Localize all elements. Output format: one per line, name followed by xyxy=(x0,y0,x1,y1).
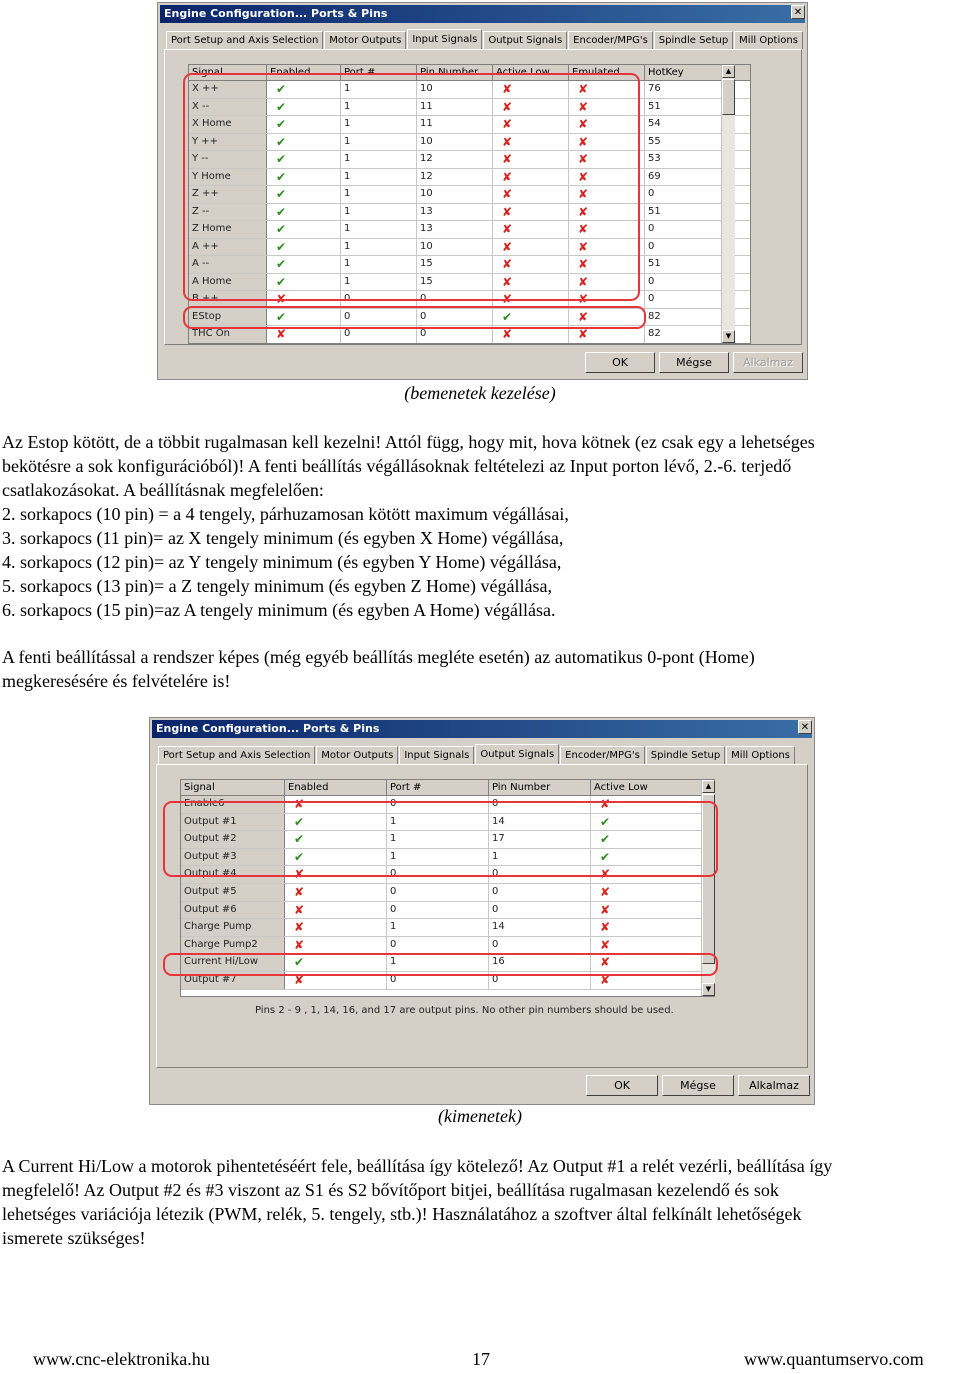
signal-name: X -- xyxy=(189,99,267,116)
table-cell[interactable]: 0 xyxy=(489,972,591,989)
table-cell[interactable]: 13 xyxy=(417,204,493,221)
signal-name: Output #6 xyxy=(181,902,285,919)
table-cell[interactable]: 15 xyxy=(417,274,493,291)
column-header[interactable]: Port # xyxy=(341,65,417,80)
table-cell-toggle[interactable] xyxy=(285,884,387,901)
table-cell[interactable]: 10 xyxy=(417,134,493,151)
tab-motor-outputs[interactable]: Motor Outputs xyxy=(316,746,398,764)
table-cell[interactable]: 1 xyxy=(341,186,417,203)
column-header[interactable]: Signal xyxy=(181,780,285,795)
tab-strip xyxy=(166,27,804,49)
signal-name: Charge Pump2 xyxy=(181,937,285,954)
table-cell[interactable]: 12 xyxy=(417,169,493,186)
cross-icon[interactable]: ✘ xyxy=(600,973,611,987)
table-cell[interactable]: 1 xyxy=(387,814,489,831)
cross-icon[interactable]: ✘ xyxy=(600,885,611,899)
cross-icon[interactable]: ✘ xyxy=(502,134,513,149)
table-cell[interactable]: 16 xyxy=(489,954,591,971)
table-cell[interactable]: 1 xyxy=(341,81,417,98)
table-cell[interactable]: 0 xyxy=(387,972,489,989)
table-cell[interactable]: 69 xyxy=(645,169,722,186)
signal-name: Y ++ xyxy=(189,134,267,151)
table-cell[interactable]: 82 xyxy=(645,326,722,343)
table-cell[interactable]: 51 xyxy=(645,204,722,221)
table-cell-toggle[interactable] xyxy=(591,902,702,919)
estop-paragraph-line: 3. sorkapocs (11 pin)= az X tengely minimum (és egyben X Home) végállása, xyxy=(2,528,564,548)
table-cell[interactable]: 1 xyxy=(489,849,591,866)
table-cell[interactable]: 0 xyxy=(489,866,591,883)
estop-paragraph-line: bekötésre a sok konfigurációból)! A fenti beállítás végállásoknak feltételezi az Input porton lévő, 2.-6. terjedő xyxy=(2,456,792,476)
table-row[interactable] xyxy=(181,884,714,902)
table-cell[interactable]: 11 xyxy=(417,116,493,133)
table-cell[interactable]: 1 xyxy=(341,151,417,168)
table-cell[interactable]: 0 xyxy=(387,884,489,901)
tab-strip xyxy=(158,742,796,764)
check-icon[interactable]: ✔ xyxy=(276,117,287,131)
check-icon[interactable]: ✔ xyxy=(276,169,287,184)
tab-encoder-mpg[interactable]: Encoder/MPG's xyxy=(560,746,645,764)
table-cell[interactable]: 0 xyxy=(417,291,493,308)
table-cell[interactable]: 1 xyxy=(341,256,417,273)
table-cell[interactable]: 0 xyxy=(387,937,489,954)
cross-icon[interactable]: ✘ xyxy=(294,973,305,987)
check-icon[interactable]: ✔ xyxy=(276,274,287,289)
dialog-title: Engine Configuration... Ports & Pins xyxy=(160,5,805,23)
cross-icon[interactable]: ✘ xyxy=(578,187,589,201)
check-icon[interactable]: ✔ xyxy=(276,257,287,271)
tab-output-signals[interactable]: Output Signals xyxy=(483,31,567,49)
cross-icon[interactable]: ✘ xyxy=(578,152,589,166)
table-cell[interactable]: 10 xyxy=(417,239,493,256)
signal-name: Z Home xyxy=(189,221,267,238)
dialog-title: Engine Configuration... Ports & Pins xyxy=(152,720,812,738)
check-icon[interactable]: ✔ xyxy=(276,134,287,149)
table-cell[interactable]: 0 xyxy=(387,796,489,813)
paragraph-current xyxy=(2,1154,958,1250)
cross-icon[interactable]: ✘ xyxy=(578,309,589,324)
scroll-down-icon[interactable]: ▼ xyxy=(702,983,715,996)
table-cell[interactable]: 0 xyxy=(645,239,722,256)
check-icon[interactable]: ✔ xyxy=(276,309,287,324)
current-paragraph-line: megfelelő! Az Output #2 és #3 viszont az S1 és S2 bővítőport bitjei, beállítása rugalmasan kezelendő és sok xyxy=(2,1180,779,1200)
cross-icon[interactable]: ✘ xyxy=(294,902,305,917)
table-cell[interactable]: 17 xyxy=(489,831,591,848)
signal-name: Output #5 xyxy=(181,884,285,901)
cross-icon[interactable]: ✘ xyxy=(600,867,611,882)
tab-encoder-mpg[interactable]: Encoder/MPG's xyxy=(568,31,653,49)
table-cell[interactable]: 54 xyxy=(645,116,722,133)
table-cell[interactable]: 0 xyxy=(489,884,591,901)
signal-name: THC On xyxy=(189,326,267,343)
check-icon[interactable]: ✔ xyxy=(294,832,305,847)
table-cell[interactable]: 1 xyxy=(341,169,417,186)
highlight-outputs xyxy=(163,801,718,877)
ok-button[interactable]: OK xyxy=(586,1075,658,1096)
tab-input-signals[interactable]: Input Signals xyxy=(407,29,482,50)
highlight-estop xyxy=(183,306,646,329)
cross-icon[interactable]: ✘ xyxy=(502,169,513,184)
signal-name: B ++ xyxy=(189,291,267,308)
signal-name: Z -- xyxy=(189,204,267,221)
cross-icon[interactable]: ✘ xyxy=(502,274,513,289)
column-header[interactable]: Pin Number xyxy=(417,65,493,80)
cross-icon[interactable]: ✘ xyxy=(502,222,513,236)
cross-icon[interactable]: ✘ xyxy=(502,292,513,306)
table-cell[interactable]: 0 xyxy=(341,309,417,326)
column-header[interactable]: HotKey xyxy=(645,65,722,80)
footer-right-url: www.quantumservo.com xyxy=(744,1349,924,1369)
close-icon[interactable]: ✕ xyxy=(791,5,805,19)
cross-icon[interactable]: ✘ xyxy=(502,257,513,271)
table-cell-toggle[interactable] xyxy=(285,919,387,936)
cross-icon[interactable]: ✘ xyxy=(578,117,589,131)
table-cell[interactable]: 1 xyxy=(341,134,417,151)
signal-name: Charge Pump xyxy=(181,919,285,936)
highlight-axis-signals xyxy=(183,73,640,301)
cross-icon[interactable]: ✘ xyxy=(600,937,611,952)
apply-button[interactable]: Alkalmaz xyxy=(733,352,803,373)
table-cell[interactable]: 15 xyxy=(417,256,493,273)
column-header[interactable]: Port # xyxy=(387,780,489,795)
signal-name: Output #7 xyxy=(181,972,285,989)
cross-icon[interactable]: ✘ xyxy=(502,99,513,114)
cross-icon[interactable]: ✘ xyxy=(578,257,589,271)
cross-icon[interactable]: ✘ xyxy=(578,239,589,254)
table-cell[interactable]: 1 xyxy=(341,221,417,238)
scroll-thumb[interactable] xyxy=(722,79,735,115)
tab-output-signals[interactable]: Output Signals xyxy=(475,744,559,765)
table-cell[interactable]: 1 xyxy=(341,99,417,116)
current-paragraph-line: A Current Hi/Low a motorok pihentetéséért fele, beállítása így kötelező! Az Output #1 a relét vezérli, beállítása így xyxy=(2,1156,833,1176)
caption-outputs: (kimenetek) xyxy=(438,1106,522,1126)
cross-icon[interactable]: ✘ xyxy=(600,797,611,811)
table-cell[interactable]: 1 xyxy=(341,239,417,256)
cross-icon[interactable]: ✘ xyxy=(600,955,611,970)
table-cell[interactable]: 0 xyxy=(417,309,493,326)
cross-icon[interactable]: ✘ xyxy=(578,327,589,341)
table-cell-toggle[interactable] xyxy=(591,937,702,954)
signal-name: Output #4 xyxy=(181,866,285,883)
signal-name: X Home xyxy=(189,116,267,133)
table-cell[interactable]: 0 xyxy=(645,291,722,308)
scroll-up-icon[interactable]: ▲ xyxy=(702,780,715,793)
output-pins-note: Pins 2 - 9 , 1, 14, 16, and 17 are output pins. No other pin numbers should be used. xyxy=(255,1005,674,1016)
table-cell[interactable]: 0 xyxy=(341,326,417,343)
table-cell[interactable]: 82 xyxy=(645,309,722,326)
table-cell[interactable]: 1 xyxy=(387,849,489,866)
table-cell[interactable]: 0 xyxy=(489,902,591,919)
check-icon[interactable]: ✔ xyxy=(276,152,287,166)
table-cell[interactable]: 0 xyxy=(645,221,722,238)
cross-icon[interactable]: ✘ xyxy=(294,885,305,899)
table-cell[interactable]: 0 xyxy=(387,902,489,919)
check-icon[interactable]: ✔ xyxy=(600,832,611,847)
signal-name: EStop xyxy=(189,309,267,326)
check-icon[interactable]: ✔ xyxy=(600,849,611,864)
table-row[interactable] xyxy=(181,902,714,920)
close-icon[interactable]: ✕ xyxy=(798,720,812,734)
cross-icon[interactable]: ✘ xyxy=(276,292,287,306)
estop-paragraph-line: 4. sorkapocs (12 pin)= az Y tengely minimum (és egyben Y Home) végállása, xyxy=(2,552,562,572)
cross-icon[interactable]: ✘ xyxy=(502,117,513,131)
table-cell[interactable]: 1 xyxy=(341,274,417,291)
table-cell[interactable]: 76 xyxy=(645,81,722,98)
table-cell[interactable]: 1 xyxy=(387,919,489,936)
cross-icon[interactable]: ✘ xyxy=(502,239,513,254)
table-cell[interactable]: 0 xyxy=(387,866,489,883)
signal-name: Enable6 xyxy=(181,796,285,813)
cross-icon[interactable]: ✘ xyxy=(578,204,589,219)
tab-input-signals[interactable]: Input Signals xyxy=(399,746,474,764)
check-icon[interactable]: ✔ xyxy=(276,82,287,96)
caption-inputs: (bemenetek kezelése) xyxy=(404,383,556,403)
table-cell[interactable]: 12 xyxy=(417,151,493,168)
cross-icon[interactable]: ✘ xyxy=(578,134,589,149)
table-cell[interactable]: 11 xyxy=(417,99,493,116)
apply-button[interactable]: Alkalmaz xyxy=(738,1075,810,1096)
check-icon[interactable]: ✔ xyxy=(294,849,305,864)
table-cell[interactable]: 13 xyxy=(417,221,493,238)
cross-icon[interactable]: ✘ xyxy=(294,937,305,952)
cross-icon[interactable]: ✘ xyxy=(578,169,589,184)
signal-name: X ++ xyxy=(189,81,267,98)
cross-icon[interactable]: ✘ xyxy=(294,797,305,811)
table-cell[interactable]: 0 xyxy=(341,291,417,308)
estop-paragraph-line: 5. sorkapocs (13 pin)= a Z tengely minimum (és egyben Z Home) végállása, xyxy=(2,576,553,596)
highlight-current-hi-low xyxy=(163,953,718,976)
estop-paragraph-line: Az Estop kötött, de a többit rugalmasan kell kezelni! Attól függ, hogy mit, hova kötnek (ez csak egy a lehetséges xyxy=(2,432,815,452)
cross-icon[interactable]: ✘ xyxy=(578,99,589,114)
signal-name: A -- xyxy=(189,256,267,273)
paragraph-estop xyxy=(2,430,958,622)
table-cell-toggle[interactable] xyxy=(591,884,702,901)
cross-icon[interactable]: ✘ xyxy=(502,204,513,219)
table-cell[interactable]: 1 xyxy=(387,954,489,971)
table-scrollbar[interactable] xyxy=(721,65,735,343)
cancel-button[interactable]: Mégse xyxy=(659,352,729,373)
table-row[interactable] xyxy=(181,937,714,955)
table-cell[interactable]: 51 xyxy=(645,99,722,116)
output-signals-dialog xyxy=(149,717,815,1105)
cancel-button[interactable]: Mégse xyxy=(662,1075,734,1096)
check-icon[interactable]: ✔ xyxy=(276,187,287,201)
scroll-up-icon[interactable]: ▲ xyxy=(722,65,735,78)
column-header[interactable]: Pin Number xyxy=(489,780,591,795)
tab-motor-outputs[interactable]: Motor Outputs xyxy=(324,31,406,49)
cross-icon[interactable]: ✘ xyxy=(502,327,513,341)
column-header[interactable]: Signal xyxy=(189,65,267,80)
table-row[interactable] xyxy=(181,919,714,937)
table-cell[interactable]: 1 xyxy=(387,831,489,848)
input-signals-dialog xyxy=(157,2,808,380)
tab-port-setup[interactable]: Port Setup and Axis Selection xyxy=(166,31,323,49)
column-header[interactable]: Enabled xyxy=(285,780,387,795)
scroll-down-icon[interactable]: ▼ xyxy=(722,330,735,343)
table-cell[interactable]: 0 xyxy=(417,326,493,343)
cross-icon[interactable]: ✘ xyxy=(294,920,305,935)
estop-paragraph-line: 6. sorkapocs (15 pin)=az A tengely minimum (és egyben A Home) végállása. xyxy=(2,600,556,620)
home-paragraph-line: A fenti beállítással a rendszer képes (még egyéb beállítás megléte esetén) az automatikus 0-pont (Home) xyxy=(2,647,755,667)
table-cell[interactable]: 0 xyxy=(645,186,722,203)
signal-name: A ++ xyxy=(189,239,267,256)
cross-icon[interactable]: ✘ xyxy=(600,920,611,935)
table-cell[interactable]: 1 xyxy=(341,204,417,221)
table-cell[interactable]: 0 xyxy=(489,937,591,954)
signal-name: Output #2 xyxy=(181,831,285,848)
column-header[interactable]: Active Low xyxy=(591,780,702,795)
table-cell[interactable]: 14 xyxy=(489,919,591,936)
table-cell[interactable]: 14 xyxy=(489,814,591,831)
cross-icon[interactable]: ✘ xyxy=(578,274,589,289)
paragraph-home xyxy=(2,645,958,693)
signal-name: Z ++ xyxy=(189,186,267,203)
table-cell-toggle[interactable] xyxy=(591,919,702,936)
cross-icon[interactable]: ✘ xyxy=(276,327,287,341)
estop-paragraph-line: 2. sorkapocs (10 pin) = a 4 tengely, párhuzamosan kötött maximum végállásai, xyxy=(2,504,569,524)
signal-name: Current Hi/Low xyxy=(181,954,285,971)
cross-icon[interactable]: ✘ xyxy=(578,292,589,306)
table-cell[interactable]: 51 xyxy=(645,256,722,273)
table-cell-toggle[interactable] xyxy=(285,902,387,919)
check-icon[interactable]: ✔ xyxy=(276,99,287,114)
table-cell[interactable]: 53 xyxy=(645,151,722,168)
table-cell[interactable]: 10 xyxy=(417,81,493,98)
tab-spindle-setup[interactable]: Spindle Setup xyxy=(646,746,725,764)
estop-paragraph-line: csatlakozásokat. A beállításnak megfelelően: xyxy=(2,480,324,500)
check-icon[interactable]: ✔ xyxy=(294,955,305,970)
page-number: 17 xyxy=(472,1349,490,1369)
cross-icon[interactable]: ✘ xyxy=(578,222,589,236)
tab-mill-options[interactable]: Mill Options xyxy=(726,746,795,764)
cross-icon[interactable]: ✘ xyxy=(502,187,513,201)
table-cell[interactable]: 0 xyxy=(489,796,591,813)
column-header[interactable]: Enabled xyxy=(267,65,341,80)
cross-icon[interactable]: ✘ xyxy=(294,867,305,882)
ok-button[interactable]: OK xyxy=(585,352,655,373)
tab-port-setup[interactable]: Port Setup and Axis Selection xyxy=(158,746,315,764)
cross-icon[interactable]: ✘ xyxy=(578,82,589,96)
current-paragraph-line: ismerete szükséges! xyxy=(2,1228,146,1248)
signal-name: A Home xyxy=(189,274,267,291)
table-cell[interactable]: 55 xyxy=(645,134,722,151)
check-icon[interactable]: ✔ xyxy=(600,814,611,829)
tab-mill-options[interactable]: Mill Options xyxy=(734,31,803,49)
table-cell[interactable]: 10 xyxy=(417,186,493,203)
check-icon[interactable]: ✔ xyxy=(276,204,287,219)
signal-name: Y -- xyxy=(189,151,267,168)
signal-name: Output #1 xyxy=(181,814,285,831)
signal-name: Y Home xyxy=(189,169,267,186)
column-header[interactable]: Emulated xyxy=(569,65,645,80)
home-paragraph-line: megkeresésére és felvételére is! xyxy=(2,671,231,691)
check-icon[interactable]: ✔ xyxy=(276,239,287,254)
column-header[interactable]: Active Low xyxy=(493,65,569,80)
cross-icon[interactable]: ✘ xyxy=(502,152,513,166)
table-cell[interactable]: 0 xyxy=(645,274,722,291)
current-paragraph-line: lehetséges variációja létezik (PWM, relék, 5. tengely, stb.)! Használatához a szoftver által felkínált lehetőségek xyxy=(2,1204,802,1224)
cross-icon[interactable]: ✘ xyxy=(502,82,513,96)
cross-icon[interactable]: ✘ xyxy=(600,902,611,917)
table-cell-toggle[interactable] xyxy=(285,937,387,954)
footer-left-url: www.cnc-elektronika.hu xyxy=(33,1349,210,1369)
table-cell[interactable]: 1 xyxy=(341,116,417,133)
check-icon[interactable]: ✔ xyxy=(502,309,513,324)
check-icon[interactable]: ✔ xyxy=(294,814,305,829)
check-icon[interactable]: ✔ xyxy=(276,222,287,236)
signal-name: Output #3 xyxy=(181,849,285,866)
tab-spindle-setup[interactable]: Spindle Setup xyxy=(654,31,733,49)
table-header xyxy=(181,780,714,796)
